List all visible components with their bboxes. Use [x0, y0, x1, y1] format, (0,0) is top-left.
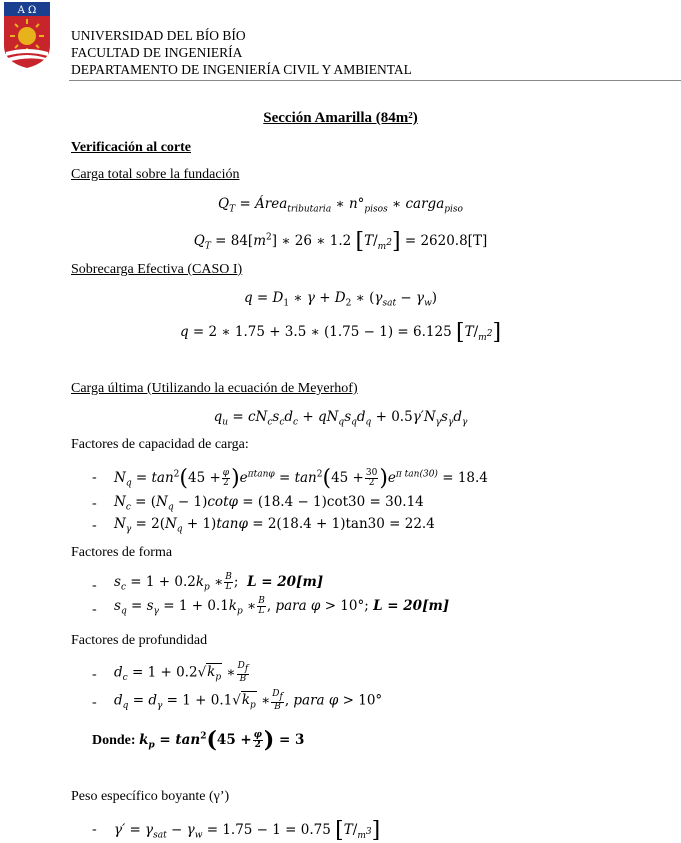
header-university: UNIVERSIDAD DEL BÍO BÍO: [71, 28, 246, 43]
heading-capacidad: Factores de capacidad de carga:: [71, 437, 249, 452]
bullet-dash: -: [92, 578, 97, 593]
bullet-dash: -: [92, 518, 97, 533]
heading-forma: Factores de forma: [71, 545, 173, 560]
eq-sq: $s_q = s_\gamma = 1 + 0.1k_p$ ∗ $\frac{B}{L}$ , para φ > 10°; L = 20[m]: [114, 596, 450, 617]
eq-q-definition: $q = D_1$ ∗ $\gamma + D_2$ ∗ $(\gamma_{sat} - \gamma_w)$: [243, 290, 438, 309]
heading-verificacion: Verificación al corte: [71, 140, 191, 155]
heading-peso: Peso específico boyante (γ’): [71, 789, 230, 804]
heading-profundidad: Factores de profundidad: [71, 633, 208, 648]
eq-gamma-prime: $\gamma' = \gamma_{sat} - \gamma_w = 1.75 - 1 = 0.75$ $[T/_{m^3}]$: [114, 818, 381, 843]
university-logo: [4, 2, 50, 68]
eq-qt-value: $Q_T = 84[m^2]$ ∗ 26 ∗ 1.2 $[T/_{m^2}] = 2620.8[T]$: [193, 229, 488, 254]
bullet-dash: -: [92, 470, 97, 485]
eq-dq: $d_q = d_\gamma = 1 + 0.1√k_p$ ∗ $\frac{D_f}{B}$ , para φ > 10°: [114, 689, 383, 712]
svg-text:Α Ω: Α Ω: [17, 5, 37, 16]
eq-qt-definition: $Q_T$ = Área$_{tributaria}$ ∗ $n^\circ_{pisos}$ ∗ carga$_{piso}$: [218, 196, 463, 215]
header-faculty: FACULTAD DE INGENIERÍA: [71, 45, 243, 60]
eq-ngamma: $N_\gamma = 2(N_q + 1)\tan\varphi = 2(18.4 + 1)\tan 30 = 22.4$: [114, 516, 435, 535]
header-rule: [69, 80, 681, 81]
eq-sc: $s_c = 1 + 0.2k_p$ ∗ $\frac{B}{L}$ ; L = 20[m]: [114, 572, 324, 593]
bullet-dash: -: [92, 602, 97, 617]
heading-carga-total: Carga total sobre la fundación: [71, 167, 240, 182]
eq-q-value: q = 2 ∗ 1.75 + 3.5 ∗ (1.75 − 1) = 6.125 $[T/_{m^2}]$: [179, 320, 502, 345]
bullet-dash: -: [92, 822, 97, 837]
heading-carga-ultima: Carga última (Utilizando la ecuación de Meyerhof): [71, 381, 358, 396]
eq-nc: $N_c = (N_q - 1)\cot\varphi = (18.4 - 1)\cot 30 = 30.14$: [114, 494, 424, 513]
eq-kp: Donde: $k_p = \tan^2(45$ + $\frac{\varphi}{2}$ ) = 3: [92, 727, 305, 753]
eq-meyerhof: $q_u = cN_cs_cd_c + qN_qs_qd_q + 0.5\gamma'N_\gamma s_\gamma d_\gamma$: [213, 409, 468, 428]
bullet-dash: -: [92, 667, 97, 682]
bullet-dash: -: [92, 695, 97, 710]
heading-sobrecarga: Sobrecarga Efectiva (CASO I): [71, 262, 243, 277]
header-department: DEPARTAMENTO DE INGENIERÍA CIVIL Y AMBIENTAL: [71, 62, 412, 77]
eq-dc: $d_c = 1 + 0.2√k_p$ ∗ $\frac{D_f}{B}$: [114, 661, 249, 684]
bullet-dash: -: [92, 496, 97, 511]
eq-nq: $N_q = \tan^2(45$ + $\frac{\varphi}{2}$ )$e^{\pi tan\varphi} = \tan^2(45$ + $\frac{30}{2}$ )$e^{\pi tan(30)} = 18.4$: [114, 466, 488, 491]
page-title: Sección Amarilla (84m²): [263, 110, 418, 126]
